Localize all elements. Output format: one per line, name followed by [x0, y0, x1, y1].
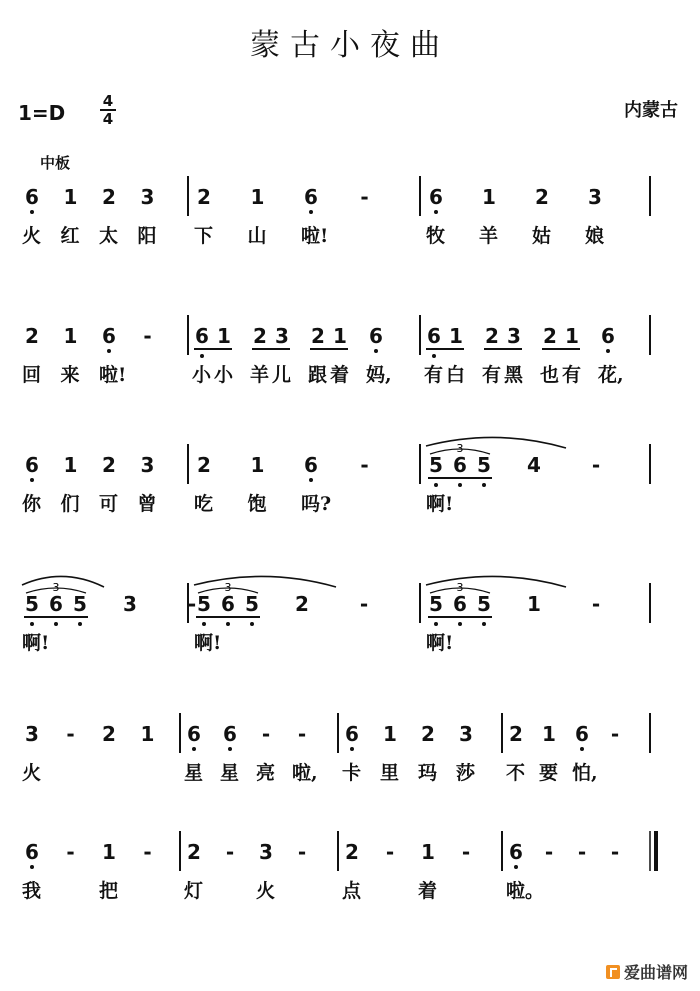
lower-octave-dot [350, 747, 354, 751]
note-digit: 5 [429, 592, 443, 616]
sustain-dash: - [385, 840, 395, 864]
note-digit: 1 [542, 722, 556, 746]
lyric-syllable: 黑 [504, 364, 524, 386]
triplet-mark: 3 [456, 442, 464, 455]
lower-octave-dot [107, 349, 111, 353]
lower-octave-dot [309, 210, 313, 214]
tempo-marking: 中板 [40, 154, 71, 172]
lower-octave-dot [514, 865, 518, 869]
lyric-syllable: 吃 [194, 493, 214, 515]
note-digit: 1 [333, 324, 347, 348]
note-digit: 1 [421, 840, 435, 864]
lower-octave-dot [482, 622, 486, 626]
triplet-mark: 3 [456, 581, 464, 594]
lower-octave-dot [30, 622, 34, 626]
lyric-syllable: 亮 [256, 762, 276, 784]
lyric-syllable: 啊! [22, 632, 50, 654]
sustain-dash: - [461, 840, 471, 864]
lyric-syllable: 阳 [137, 225, 157, 247]
note-digit: 6 [304, 185, 318, 209]
lower-octave-dot [458, 622, 462, 626]
lyric-syllable: 太 [99, 225, 119, 247]
note-digit: 6 [601, 324, 615, 348]
lyric-syllable: 不 [506, 762, 526, 784]
triplet-mark: 3 [224, 581, 232, 594]
note-digit: 1 [482, 185, 496, 209]
note-digit: 6 [304, 453, 318, 477]
lyric-syllable: 我 [22, 880, 42, 902]
lyric-syllable: 里 [380, 762, 400, 784]
note-digit: 6 [221, 592, 235, 616]
lyric-syllable: 曾 [137, 493, 157, 515]
note-digit: 5 [477, 592, 491, 616]
lower-octave-dot [192, 747, 196, 751]
note-digit: 1 [250, 185, 265, 209]
note-digit: 2 [421, 722, 435, 746]
sustain-dash: - [591, 592, 601, 616]
slur-mark [194, 576, 336, 587]
note-digit: 2 [102, 453, 116, 477]
triplet-mark: 3 [52, 581, 60, 594]
lyric-syllable: 也 [540, 364, 560, 386]
note-digit: 1 [449, 324, 463, 348]
sustain-dash: - [66, 722, 75, 746]
lower-octave-dot [432, 354, 436, 358]
lyric-syllable: 们 [60, 493, 80, 515]
note-digit: 6 [195, 324, 209, 348]
note-digit: 2 [197, 185, 211, 209]
lyric-syllable: 回 [22, 364, 42, 386]
sustain-dash: - [577, 840, 587, 864]
lyric-syllable: 着 [330, 364, 350, 386]
lyric-syllable: 啊! [426, 493, 454, 515]
note-digit: 6 [453, 453, 467, 477]
song-origin: 内蒙古 [624, 100, 678, 121]
note-digit: 2 [311, 324, 325, 348]
time-signature-bottom: 4 [102, 110, 114, 128]
lyric-syllable: 星 [220, 762, 240, 784]
lyric-syllable: 火 [22, 762, 42, 784]
note-digit: 1 [63, 324, 78, 348]
sustain-dash: - [610, 722, 620, 746]
lower-octave-dot [250, 622, 254, 626]
sustain-dash: - [297, 840, 307, 864]
time-signature-top: 4 [102, 92, 114, 110]
lyric-syllable: 羊 [479, 225, 499, 247]
lyric-syllable: 花, [598, 364, 624, 386]
sustain-dash: - [610, 840, 620, 864]
lower-octave-dot [580, 747, 584, 751]
lyric-syllable: 跟 [308, 364, 328, 386]
lower-octave-dot [30, 210, 34, 214]
lower-octave-dot [202, 622, 206, 626]
note-digit: 3 [140, 453, 155, 477]
music-note-icon [606, 965, 620, 979]
note-digit: 3 [459, 722, 473, 746]
note-digit: 3 [275, 324, 289, 348]
lyric-syllable: 啦。 [506, 880, 545, 902]
note-digit: 5 [25, 592, 39, 616]
sustain-dash: - [359, 592, 369, 616]
note-digit: 6 [25, 453, 39, 477]
lyric-syllable: 点 [342, 880, 362, 902]
lyric-syllable: 怕, [572, 762, 598, 784]
lyric-syllable: 要 [539, 762, 559, 784]
note-digit: 2 [535, 185, 549, 209]
note-digit: 3 [25, 722, 39, 746]
note-digit: 1 [63, 453, 78, 477]
lyric-syllable: 来 [60, 364, 80, 386]
note-digit: 6 [509, 840, 523, 864]
note-digit: 6 [187, 722, 201, 746]
lyric-syllable: 姑 [532, 225, 552, 247]
lyric-syllable: 你 [22, 493, 42, 515]
lyric-syllable: 儿 [272, 364, 292, 386]
note-digit: 6 [429, 185, 443, 209]
note-digit: 1 [527, 592, 541, 616]
lower-octave-dot [482, 483, 486, 487]
lyric-syllable: 下 [194, 225, 214, 247]
note-digit: 2 [485, 324, 499, 348]
lyric-syllable: 有 [424, 364, 444, 386]
note-digit: 3 [259, 840, 273, 864]
note-digit: 1 [383, 722, 397, 746]
lyric-syllable: 玛 [418, 762, 438, 784]
note-digit: 5 [245, 592, 259, 616]
note-digit: 1 [140, 722, 155, 746]
lower-octave-dot [30, 865, 34, 869]
sustain-dash: - [143, 840, 152, 864]
note-digit: 6 [49, 592, 63, 616]
note-digit: 6 [427, 324, 441, 348]
song-title: 蒙古小夜曲 [250, 28, 450, 63]
lyric-syllable: 牧 [426, 225, 446, 247]
note-digit: 5 [477, 453, 491, 477]
sustain-dash: - [544, 840, 554, 864]
note-digit: 2 [345, 840, 359, 864]
lower-octave-dot [200, 354, 204, 358]
lyric-syllable: 红 [60, 225, 80, 247]
lyric-syllable: 啊! [194, 632, 222, 654]
lyric-syllable: 山 [247, 225, 267, 247]
watermark-text: 爱曲谱网 [623, 963, 688, 982]
slur-mark [426, 437, 566, 448]
slur-mark [22, 576, 104, 587]
lyric-syllable: 饱 [247, 493, 267, 515]
lyric-syllable: 白 [446, 364, 466, 386]
lyric-syllable: 可 [99, 493, 119, 515]
note-digit: 3 [123, 592, 137, 616]
lyric-syllable: 灯 [184, 880, 204, 902]
lower-octave-dot [309, 478, 313, 482]
lyric-syllable: 着 [418, 880, 438, 902]
lower-octave-dot [606, 349, 610, 353]
lower-octave-dot [374, 349, 378, 353]
lower-octave-dot [434, 622, 438, 626]
lyric-syllable: 啊! [426, 632, 454, 654]
sustain-dash: - [261, 722, 271, 746]
lyric-syllable: 羊 [250, 364, 270, 386]
sustain-dash: - [225, 840, 235, 864]
note-digit: 2 [25, 324, 39, 348]
note-digit: 3 [588, 185, 602, 209]
note-digit: 6 [369, 324, 383, 348]
note-digit: 6 [102, 324, 116, 348]
lyric-syllable: 妈, [366, 364, 392, 386]
note-digit: 2 [295, 592, 309, 616]
sustain-dash: - [297, 722, 307, 746]
lyric-syllable: 啦, [292, 762, 318, 784]
note-digit: 6 [223, 722, 237, 746]
lyric-syllable: 吗? [301, 493, 332, 515]
lyric-syllable: 火 [22, 225, 42, 247]
site-watermark [606, 960, 688, 983]
lyric-syllable: 有 [482, 364, 502, 386]
sustain-dash: - [360, 185, 369, 209]
lower-octave-dot [434, 210, 438, 214]
note-digit: 5 [73, 592, 87, 616]
note-digit: 5 [429, 453, 443, 477]
note-digit: 3 [507, 324, 521, 348]
lyric-syllable: 火 [256, 880, 276, 902]
lower-octave-dot [30, 478, 34, 482]
lyric-syllable: 小 [214, 364, 234, 386]
slur-mark [426, 576, 566, 587]
sustain-dash: - [66, 840, 75, 864]
note-digit: 6 [453, 592, 467, 616]
note-digit: 1 [63, 185, 78, 209]
note-digit: 2 [509, 722, 523, 746]
lyric-syllable: 卡 [342, 762, 362, 784]
lyric-syllable: 娘 [585, 225, 605, 247]
note-digit: 6 [25, 185, 39, 209]
lower-octave-dot [226, 622, 230, 626]
sustain-dash: - [143, 324, 152, 348]
lyric-syllable: 啦! [301, 225, 329, 247]
lyric-syllable: 星 [184, 762, 204, 784]
lower-octave-dot [434, 483, 438, 487]
note-digit: 2 [253, 324, 267, 348]
note-digit: 2 [102, 722, 116, 746]
sustain-dash: - [591, 453, 601, 477]
lyric-syllable: 莎 [456, 762, 476, 784]
lyric-syllable: 小 [192, 364, 212, 386]
note-digit: 3 [140, 185, 155, 209]
note-digit: 2 [187, 840, 201, 864]
note-digit: 6 [575, 722, 589, 746]
lower-octave-dot [54, 622, 58, 626]
key-signature: 1=D [18, 101, 66, 125]
lyric-syllable: 把 [99, 880, 119, 902]
note-digit: 2 [543, 324, 557, 348]
lower-octave-dot [78, 622, 82, 626]
lower-octave-dot [228, 747, 232, 751]
note-digit: 1 [102, 840, 116, 864]
lyric-syllable: 有 [562, 364, 582, 386]
sustain-dash: - [360, 453, 369, 477]
note-digit: 2 [102, 185, 116, 209]
lower-octave-dot [458, 483, 462, 487]
note-digit: 6 [345, 722, 359, 746]
note-digit: 2 [197, 453, 211, 477]
note-digit: 5 [197, 592, 211, 616]
note-digit: 1 [217, 324, 231, 348]
lyric-syllable: 啦! [99, 364, 127, 386]
note-digit: 1 [565, 324, 579, 348]
sustain-dash: - [187, 592, 197, 616]
note-digit: 6 [25, 840, 39, 864]
note-digit: 1 [250, 453, 265, 477]
note-digit: 4 [527, 453, 541, 477]
